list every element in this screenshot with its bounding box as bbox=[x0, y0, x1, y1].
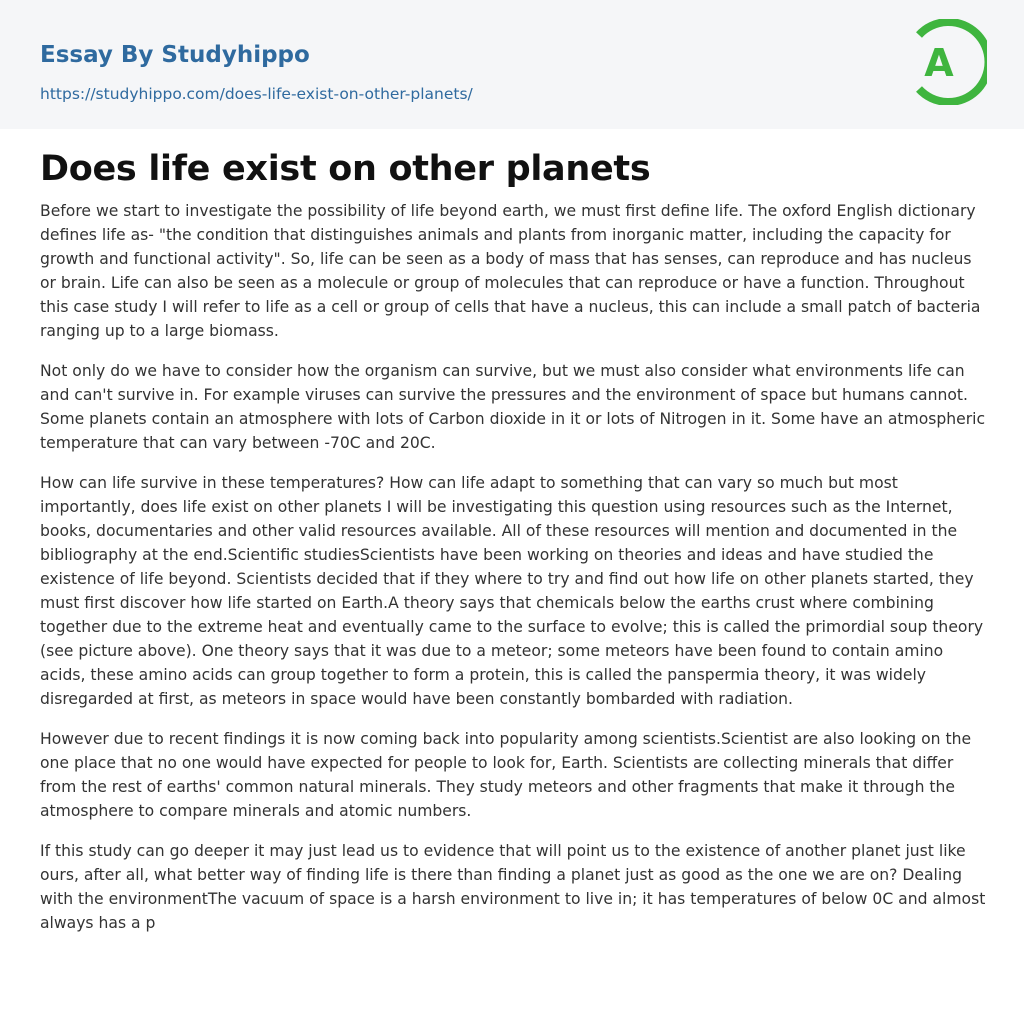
essay-url-link[interactable]: https://studyhippo.com/does-life-exist-on-other-planets/ bbox=[40, 85, 473, 103]
studyhippo-logo-icon[interactable] bbox=[911, 19, 987, 105]
article-paragraph: How can life survive in these temperatures? How can life adapt to something that can vary so much but most importantly, does life exist on other planets I will be investigating this question using resources such as the Internet, books, documentaries and other valid resources available. All of these resources will mention and documented in the bibliography at the end.Scientific studiesScientists have been working on theories and ideas and have studied the existence of life beyond. Scientists decided that if they where to try and find out how life on other planets started, they must first discover how life started on Earth.A theory says that chemicals below the earths crust where combining together due to the extreme heat and eventually came to the surface to evolve; this is called the primordial soup theory (see picture above). One theory says that it was due to a meteor; some meteors have been found to contain amino acids, these amino acids can group together to form a protein, this is called the panspermia theory, it was widely disregarded at first, as meteors in space would have been constantly bombarded with radiation. bbox=[40, 474, 984, 708]
site-header bbox=[0, 0, 1024, 129]
article-paragraph: Not only do we have to consider how the organism can survive, but we must also consider what environments life can and can't survive in. For example viruses can survive the pressures and the environment of space but humans cannot. Some planets contain an atmosphere with lots of Carbon dioxide in it or lots of Nitrogen in it. Some have an atmospheric temperature that can vary between -70C and 20C. bbox=[40, 362, 986, 452]
article-paragraph: If this study can go deeper it may just lead us to evidence that will point us to the existence of another planet just like ours, after all, what better way of finding life is there than finding a planet just as good as the one we are on? Dealing with the environmentThe vacuum of space is a harsh environment to live in; it has temperatures of below 0C and almost always has a p bbox=[40, 842, 986, 932]
article-paragraph: However due to recent findings it is now coming back into popularity among scientists.Scientist are also looking on the one place that no one would have expected for people to look for, Earth. Scientists are collecting minerals that differ from the rest of earths' common natural minerals. They study meteors and other fragments that make it through the atmosphere to compare minerals and atomic numbers. bbox=[40, 730, 972, 820]
article bbox=[40, 141, 988, 951]
logo-letter: A bbox=[924, 41, 954, 85]
article-paragraph: Before we start to investigate the possibility of life beyond earth, we must first define life. The oxford English dictionary defines life as- "the condition that distinguishes animals and plants from inorganic matter, including the capacity for growth and functional activity". So, life can be seen as a body of mass that has senses, can reproduce and has nucleus or brain. Life can also be seen as a molecule or group of molecules that can reproduce or have a function. Throughout this case study I will refer to life as a cell or group of cells that have a nucleus, this can include a small patch of bacteria ranging up to a large biomass. bbox=[40, 202, 981, 340]
article-title: Does life exist on other planets bbox=[40, 149, 651, 189]
site-brand[interactable]: Essay By Studyhippo bbox=[40, 42, 310, 68]
